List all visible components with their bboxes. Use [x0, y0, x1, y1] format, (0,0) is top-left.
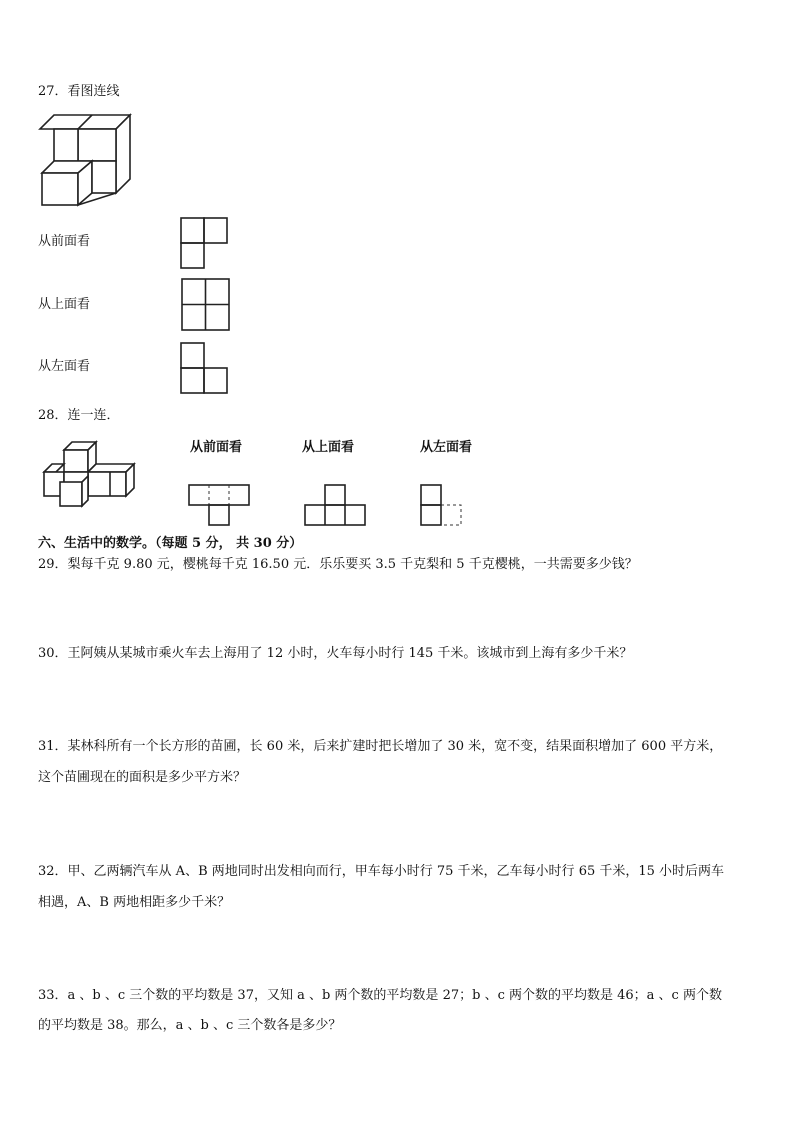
- q32-line-1: 32．甲、乙两辆汽车从 A、B 两地同时出发相向而行，甲车每小时行 75 千米，乙车每小时行 65 千米，15 小时后两车: [38, 864, 725, 879]
- q28-view-front-label: 从前面看: [190, 440, 243, 455]
- q27-title: 27．看图连线: [38, 84, 120, 99]
- q28-view-left-label: 从左面看: [420, 440, 473, 455]
- q28-option-a-view[interactable]: [188, 484, 252, 528]
- q28-title: 28．连一连．: [38, 408, 120, 423]
- q27-left-view-grid[interactable]: [180, 342, 230, 396]
- q30-text: 30．王阿姨从某城市乘火车去上海用了 12 小时，火车每小时行 145 千米。该城市到上海有多少千米？: [38, 646, 633, 661]
- q28-view-top-label: 从上面看: [302, 440, 355, 455]
- q27-view-left-label: 从左面看: [38, 359, 91, 374]
- q27-front-view-grid[interactable]: [180, 217, 230, 269]
- q31-line-2: 这个苗圃现在的面积是多少平方米？: [38, 770, 247, 785]
- q28-option-b-view[interactable]: [304, 484, 368, 528]
- q29-text: 29．梨每千克 9.80 元，樱桃每千克 16.50 元．乐乐要买 3.5 千克梨和 5 千克樱桃，一共需要多少钱？: [38, 557, 638, 572]
- q33-line-1: 33．a 、b 、c 三个数的平均数是 37，又知 a 、b 两个数的平均数是 27；b 、c 两个数的平均数是 46；a 、c 两个数: [38, 988, 722, 1003]
- q31-line-1: 31．某林科所有一个长方形的苗圃，长 60 米，后来扩建时把长增加了 30 米，宽不变，结果面积增加了 600 平方米，: [38, 739, 723, 754]
- q28-option-c-view[interactable]: [420, 484, 466, 528]
- section-6-heading: 六、生活中的数学。（每题 5 分， 共 30 分）: [38, 536, 303, 551]
- q27-view-top-label: 从上面看: [38, 297, 91, 312]
- q27-top-view-grid[interactable]: [181, 278, 231, 332]
- q27-view-front-label: 从前面看: [38, 234, 91, 249]
- q28-cube-figure: [42, 440, 138, 510]
- q33-line-2: 的平均数是 38。那么，a 、b 、c 三个数各是多少？: [38, 1018, 342, 1033]
- q27-cube-figure: [40, 113, 132, 207]
- q32-line-2: 相遇，A、B 两地相距多少千米？: [38, 895, 231, 910]
